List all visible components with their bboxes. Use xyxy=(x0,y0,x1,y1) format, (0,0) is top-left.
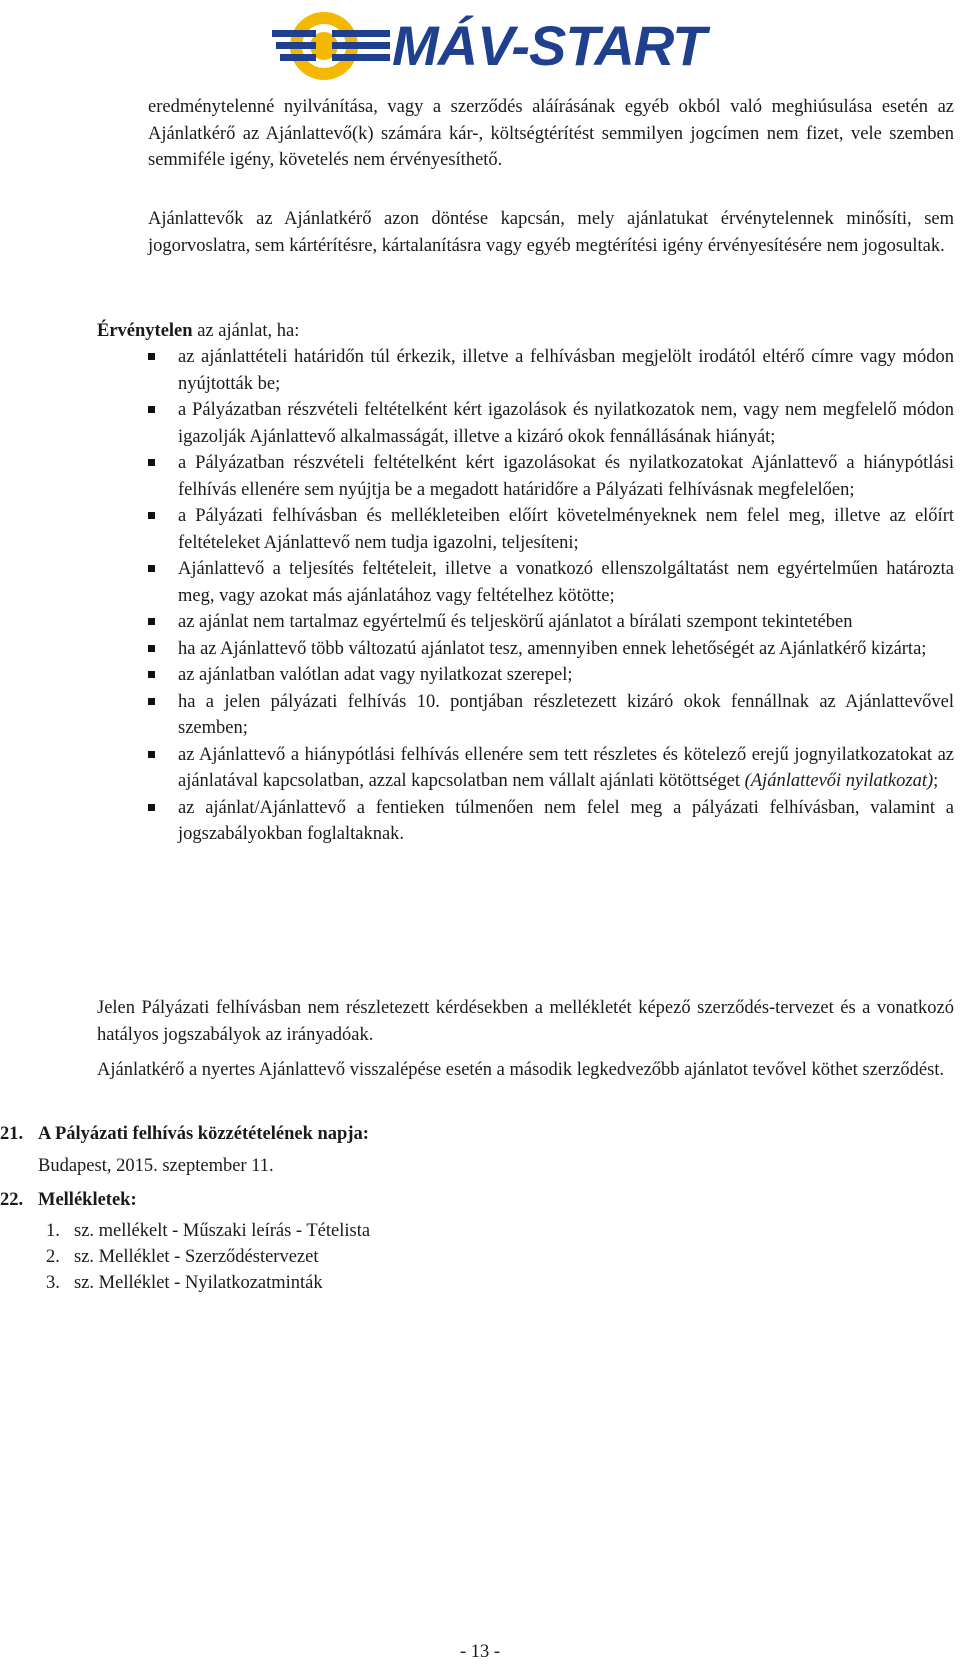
list-item: Ajánlattevő a teljesítés feltételeit, illetve a vonatkozó ellenszolgáltatást nem egyértelműen határozta meg, vagy azokat más ajánlatához vagy feltételhez kötötte; xyxy=(148,556,954,609)
invalid-offer-lead xyxy=(97,318,954,345)
square-bullet-icon xyxy=(148,459,155,466)
square-bullet-icon xyxy=(148,671,155,678)
list-item: 1. sz. mellékelt - Műszaki leírás - Tételista xyxy=(46,1221,371,1241)
logo-emblem-icon xyxy=(272,6,402,86)
list-item: 2. sz. Melléklet - Szerződéstervezet xyxy=(46,1247,319,1267)
square-bullet-icon xyxy=(148,804,155,811)
paragraph-governing-law: Jelen Pályázati felhívásban nem részletezett kérdésekben a mellékletét képező szerződés-tervezet és a vonatkozó hatályos jogszabályok az irányadóak. xyxy=(97,998,954,1045)
invalid-conditions-list xyxy=(148,344,954,848)
square-bullet-icon xyxy=(148,698,155,705)
list-item: az ajánlat nem tartalmaz egyértelmű és teljeskörű ajánlatot a bírálati szempont tekintetében xyxy=(148,609,954,636)
list-item: az ajánlatban valótlan adat vagy nyilatkozat szerepel; xyxy=(148,662,954,689)
section-number: 21. xyxy=(0,1124,24,1144)
square-bullet-icon xyxy=(148,353,155,360)
list-item: ha a jelen pályázati felhívás 10. pontjában részletezett kizáró okok fennállnak az Ajánlattevővel szemben; xyxy=(148,689,954,742)
square-bullet-icon xyxy=(148,565,155,572)
italic-reference: (Ajánlattevői nyilatkozat) xyxy=(744,771,934,791)
square-bullet-icon xyxy=(148,406,155,413)
list-item: 3. sz. Melléklet - Nyilatkozatminták xyxy=(46,1273,323,1293)
section-title: Mellékletek: xyxy=(38,1190,137,1210)
list-item: a Pályázatban részvételi feltételként kért igazolásokat és nyilatkozatokat Ajánlattevő a hiánypótlási felhívás ellenére sem nyújtja be a megadott határidőre a Pályázati felhívásnak megfelelően; xyxy=(148,450,954,503)
list-item: ha az Ajánlattevő több változatú ajánlatot tesz, amennyiben ennek lehetőségét az Ajánlatkérő kizárta; xyxy=(148,636,954,663)
section-21-heading xyxy=(0,1121,369,1147)
list-item: a Pályázati felhívásban és mellékleteiben előírt követelményeknek nem felel meg, illetve az előírt feltételeket Ajánlattevő nem tudja igazolni, teljesíteni; xyxy=(148,503,954,556)
logo-wordmark: MÁV-START xyxy=(392,14,706,77)
annex-list xyxy=(46,1218,370,1296)
invalid-lead-bold: Érvénytelen xyxy=(97,321,193,341)
list-item: az Ajánlattevő a hiánypótlási felhívás ellenére sem tett részletes és kötelező erejű jognyilatkozatokat az ajánlatával kapcsolatban, azzal kapcsolatban nem vállalt ajánlati kötöttséget (Ajánlattevői nyilatkozat); xyxy=(148,742,954,795)
page-number: - 13 - xyxy=(459,1642,501,1662)
paragraph-no-remedy: Ajánlattevők az Ajánlatkérő azon döntése kapcsán, mely ajánlatukat érvénytelennek minősíti, sem jogorvoslatra, sem kártérítésre, kártalanításra vagy egyéb megtérítési igény érvényesítésére nem jogosultak. xyxy=(148,209,954,256)
paragraph-termination: eredménytelenné nyilvánítása, vagy a szerződés aláírásának egyéb okból való meghiúsulása esetén az Ajánlatkérő az Ajánlattevő(k) számára kár-, költségtérítést semmilyen jogcímen nem fizet, vele szemben semmiféle igény, követelés nem érvényesíthető. xyxy=(148,97,954,170)
section-22-heading xyxy=(0,1187,137,1213)
mav-start-logo xyxy=(272,6,706,90)
section-number: 22. xyxy=(0,1190,24,1210)
invalid-lead-rest: az ajánlat, ha: xyxy=(192,321,300,341)
list-item: a Pályázatban részvételi feltételként kért igazolások és nyilatkozatok nem, vagy nem megfelelő módon igazolják Ajánlattevő alkalmasságát, illetve a kizáró okok fennállásának hiányát; xyxy=(148,397,954,450)
square-bullet-icon xyxy=(148,645,155,652)
square-bullet-icon xyxy=(148,618,155,625)
square-bullet-icon xyxy=(148,751,155,758)
list-item: az ajánlat/Ajánlattevő a fentieken túlmenően nem felel meg a pályázati felhívásban, valamint a jogszabályokban foglaltaknak. xyxy=(148,795,954,848)
list-item: az ajánlattételi határidőn túl érkezik, illetve a felhívásban megjelölt irodától eltérő címre vagy módon nyújtották be; xyxy=(148,344,954,397)
publication-date: Budapest, 2015. szeptember 11. xyxy=(38,1156,274,1176)
paragraph-second-bidder: Ajánlatkérő a nyertes Ajánlattevő visszalépése esetén a második legkedvezőbb ajánlatot tevővel köthet szerződést. xyxy=(97,1060,945,1080)
square-bullet-icon xyxy=(148,512,155,519)
section-title: A Pályázati felhívás közzétételének napja: xyxy=(38,1124,369,1144)
